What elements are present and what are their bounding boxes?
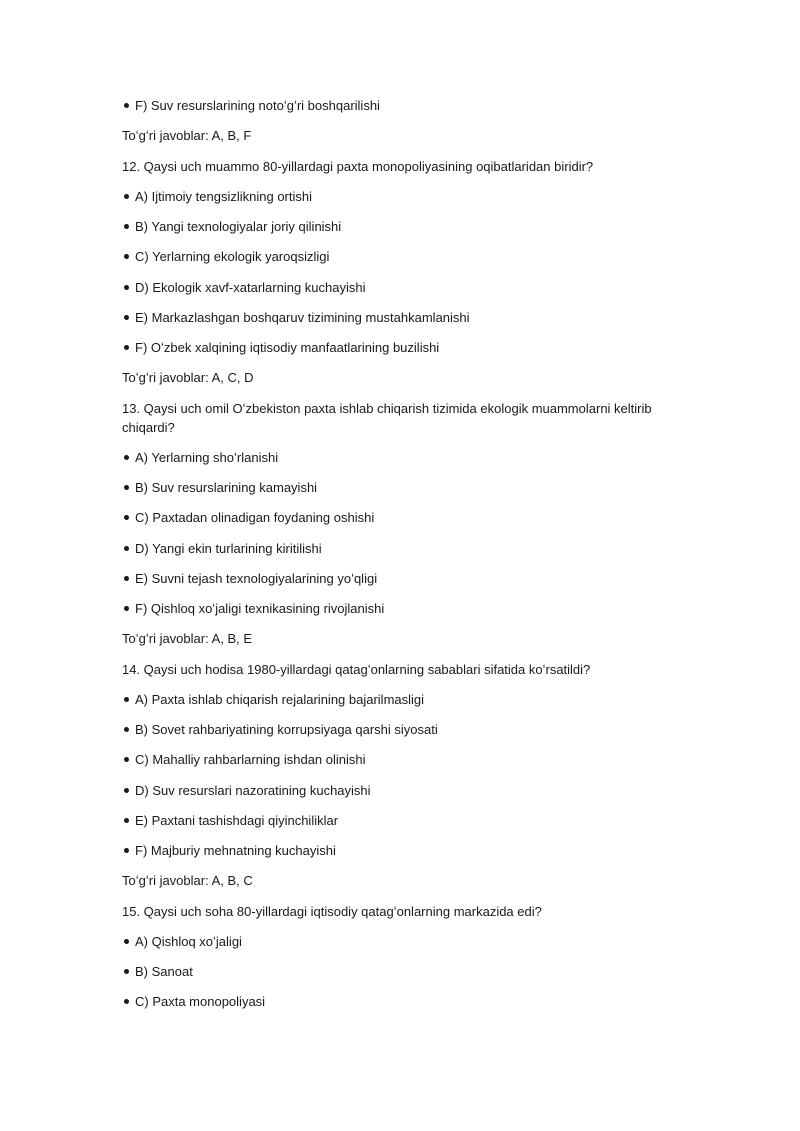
option-12f: F) Oʻzbek xalqining iqtisodiy manfaatlarining buzilishi — [124, 338, 684, 357]
bullet-icon — [124, 818, 129, 823]
option-13e: E) Suvni tejash texnologiyalarining yoʻqligi — [124, 569, 684, 588]
question-12: 12. Qaysi uch muammo 80-yillardagi paxta monopoliyasining oqibatlaridan biridir? — [122, 159, 594, 174]
bullet-icon — [124, 194, 129, 199]
option-12b: B) Yangi texnologiyalar joriy qilinishi — [124, 217, 684, 236]
answer-line: Toʻgʻri javoblar: A, C, D — [122, 370, 254, 385]
option-13a: A) Yerlarning shoʻrlanishi — [124, 448, 684, 467]
bullet-icon — [124, 546, 129, 551]
option-13b: B) Suv resurslarining kamayishi — [124, 478, 684, 497]
option-13d: D) Yangi ekin turlarining kiritilishi — [124, 539, 684, 558]
option-13f: F) Qishloq xoʻjaligi texnikasining rivojlanishi — [124, 599, 684, 618]
bullet-icon — [124, 254, 129, 259]
option-12a: A) Ijtimoiy tengsizlikning ortishi — [124, 187, 684, 206]
option-14a: A) Paxta ishlab chiqarish rejalarining bajarilmasligi — [124, 690, 684, 709]
option-15b: B) Sanoat — [124, 962, 684, 981]
option-14f: F) Majburiy mehnatning kuchayishi — [124, 841, 684, 860]
option-15a: A) Qishloq xoʻjaligi — [124, 932, 684, 951]
option-14b: B) Sovet rahbariyatining korrupsiyaga qarshi siyosati — [124, 720, 684, 739]
option-14e: E) Paxtani tashishdagi qiyinchiliklar — [124, 811, 684, 830]
question-15: 15. Qaysi uch soha 80-yillardagi iqtisodiy qatagʻonlarning markazida edi? — [122, 904, 542, 919]
bullet-icon — [124, 606, 129, 611]
question-13: 13. Qaysi uch omil Oʻzbekiston paxta ishlab chiqarish tizimida ekologik muammolarni keltirib chiqardi? — [122, 401, 652, 435]
bullet-icon — [124, 788, 129, 793]
answer-line: Toʻgʻri javoblar: A, B, C — [122, 873, 253, 888]
option-12c: C) Yerlarning ekologik yaroqsizligi — [124, 247, 684, 266]
bullet-icon — [124, 939, 129, 944]
bullet-icon — [124, 576, 129, 581]
bullet-icon — [124, 515, 129, 520]
bullet-icon — [124, 315, 129, 320]
bullet-icon — [124, 848, 129, 853]
option-12e: E) Markazlashgan boshqaruv tizimining mustahkamlanishi — [124, 308, 684, 327]
bullet-icon — [124, 345, 129, 350]
option-12f-prev: F) Suv resurslarining notoʻgʻri boshqarilishi — [124, 96, 684, 115]
bullet-icon — [124, 224, 129, 229]
question-14: 14. Qaysi uch hodisa 1980-yillardagi qatagʻonlarning sabablari sifatida koʻrsatildi? — [122, 662, 591, 677]
bullet-icon — [124, 455, 129, 460]
bullet-icon — [124, 103, 129, 108]
option-15c: C) Paxta monopoliyasi — [124, 992, 684, 1011]
option-14d: D) Suv resurslari nazoratining kuchayishi — [124, 781, 684, 800]
bullet-icon — [124, 485, 129, 490]
answer-line: Toʻgʻri javoblar: A, B, F — [122, 128, 252, 143]
option-14c: C) Mahalliy rahbarlarning ishdan olinishi — [124, 750, 684, 769]
bullet-icon — [124, 757, 129, 762]
bullet-icon — [124, 969, 129, 974]
option-12d: D) Ekologik xavf-xatarlarning kuchayishi — [124, 278, 684, 297]
bullet-icon — [124, 697, 129, 702]
option-13c: C) Paxtadan olinadigan foydaning oshishi — [124, 508, 684, 527]
bullet-icon — [124, 727, 129, 732]
answer-line: Toʻgʻri javoblar: A, B, E — [122, 631, 253, 646]
bullet-icon — [124, 999, 129, 1004]
bullet-icon — [124, 285, 129, 290]
